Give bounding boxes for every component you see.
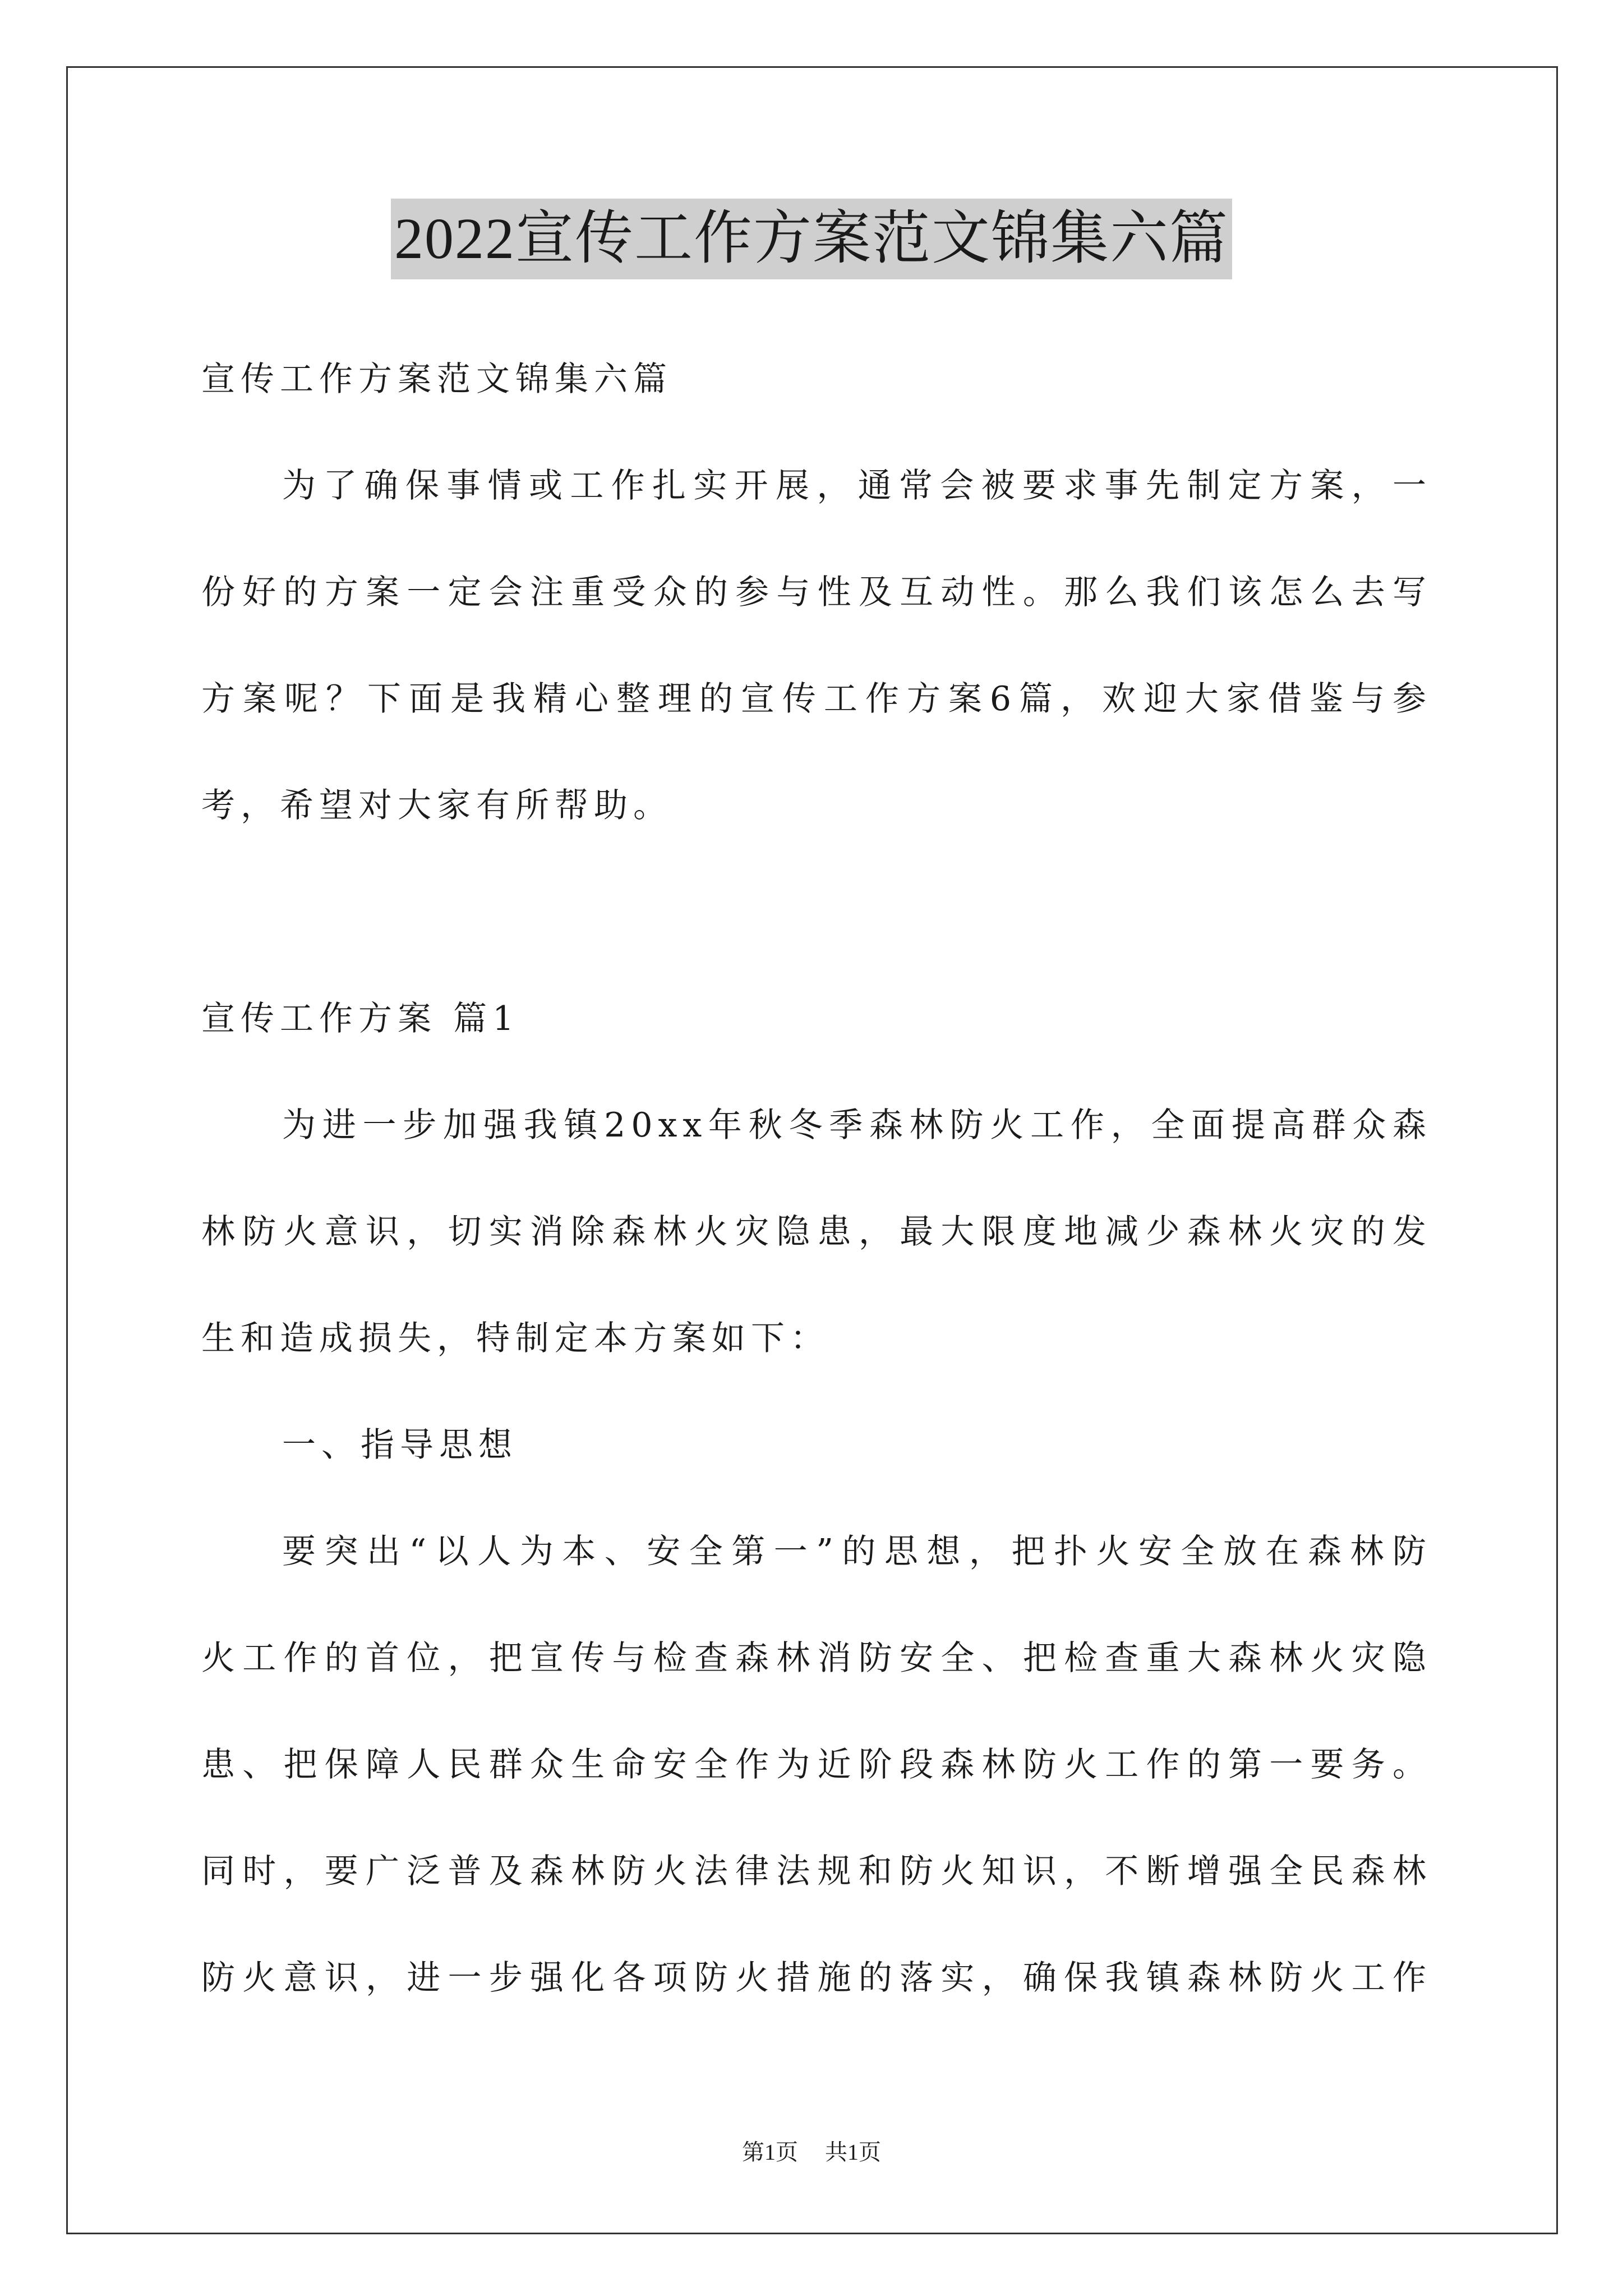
section-heading: 宣传工作方案 篇1 [201,999,520,1038]
section-intro-line: 为进一步加强我镇20xx年秋冬季森林防火工作，全面提高群众森 [282,1106,1432,1145]
document-title-text: 2022宣传工作方案范文锦集六篇 [391,199,1232,279]
section-intro-line: 林防火意识，切实消除森林火灾隐患，最大限度地减少森林火灾的发 [201,1212,1432,1251]
page-footer [0,2138,1623,2166]
guiding-line: 防火意识，进一步强化各项防火措施的落实，确保我镇森林防火工作 [201,1958,1432,1998]
guiding-line: 同时，要广泛普及森林防火法律法规和防火知识，不断增强全民森林 [201,1852,1432,1891]
guiding-line: 要突出“以人为本、安全第一”的思想，把扑火安全放在森林防 [282,1532,1432,1571]
intro-line: 考，希望对大家有所帮助。 [201,786,672,825]
intro-line: 为了确保事情或工作扎实开展，通常会被要求事先制定方案，一 [282,466,1432,505]
document-body [201,326,1432,2031]
page-number: 第1页 [742,2139,798,2165]
subtitle-line: 宣传工作方案范文锦集六篇 [201,360,672,399]
section-intro-line: 生和造成损失，特制定本方案如下： [201,1319,829,1358]
subheading: 一、指导思想 [282,1425,518,1465]
blank-line [201,859,1432,965]
page-total: 共1页 [825,2139,881,2165]
guiding-line: 火工作的首位，把宣传与检查森林消防安全、把检查重大森林火灾隐 [201,1639,1432,1678]
guiding-line: 患、把保障人民群众生命安全作为近阶段森林防火工作的第一要务。 [201,1745,1432,1784]
intro-line: 方案呢？下面是我精心整理的宣传工作方案6篇，欢迎大家借鉴与参 [201,679,1432,719]
document-title [0,199,1623,279]
intro-line: 份好的方案一定会注重受众的参与性及互动性。那么我们该怎么去写 [201,573,1432,612]
